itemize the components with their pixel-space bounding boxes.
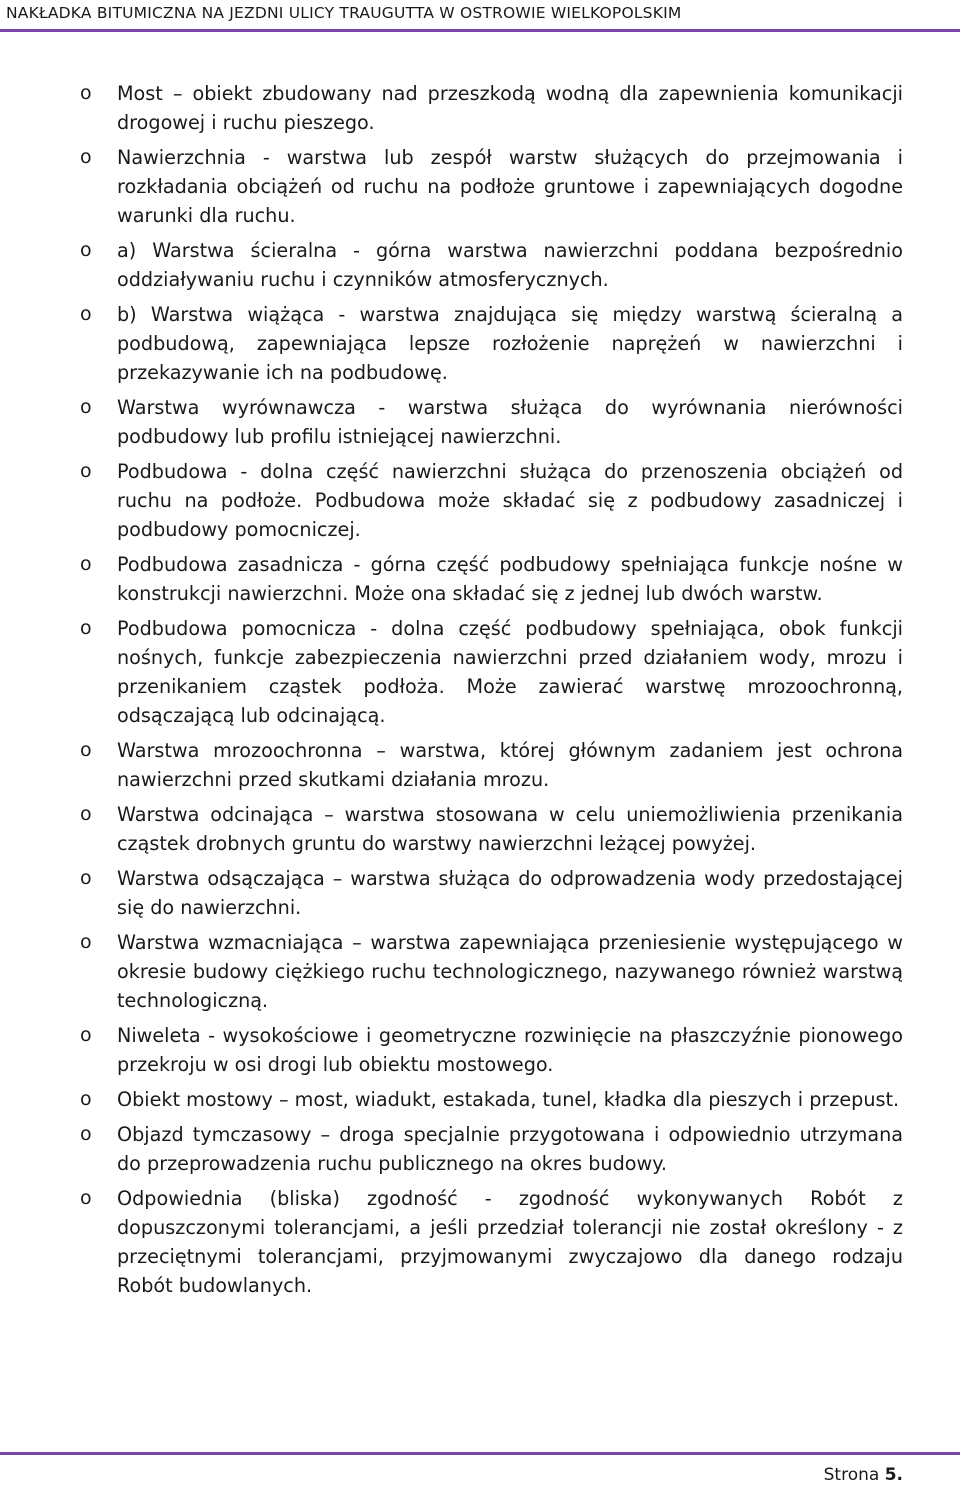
bullet-icon: o: [80, 82, 92, 104]
list-item: [0, 1085, 903, 1114]
list-item-text: Warstwa wyrównawcza - warstwa służąca do wyrównania nierówności podbudowy lub profilu istniejącej nawierzchni.: [117, 396, 903, 448]
page-header: [0, 0, 960, 30]
page-label: Strona: [823, 1465, 880, 1485]
list-item: [0, 864, 903, 922]
list-item: [0, 1120, 903, 1178]
bullet-icon: o: [80, 460, 92, 482]
bullet-icon: o: [80, 867, 92, 889]
list-item: [0, 1021, 903, 1079]
list-item-text: Warstwa mrozoochronna – warstwa, której głównym zadaniem jest ochrona nawierzchni przed skutkami działania mrozu.: [117, 739, 903, 791]
bullet-icon: o: [80, 1123, 92, 1145]
bullet-icon: o: [80, 146, 92, 168]
bullet-icon: o: [80, 1024, 92, 1046]
list-item-text: b) Warstwa wiążąca - warstwa znajdująca się między warstwą ścieralną a podbudową, zapewniająca lepsze rozłożenie naprężeń w nawierzchni i przekazywanie ich na podbudowę.: [117, 303, 903, 384]
bullet-icon: o: [80, 1088, 92, 1110]
list-item-text: Objazd tymczasowy – droga specjalnie przygotowana i odpowiednio utrzymana do przeprowadzenia ruchu publicznego na okres budowy.: [117, 1123, 903, 1175]
list-item-text: Podbudowa pomocnicza - dolna część podbudowy spełniająca, obok funkcji nośnych, funkcje zabezpieczenia nawierzchni przed działaniem wody, mrozu i przenikaniem cząstek podłoża. Może zawierać warstwę mrozoochronną, odsączającą lub odcinającą.: [117, 617, 903, 727]
list-item-text: Nawierzchnia - warstwa lub zespół warstw służących do przejmowania i rozkładania obciążeń od ruchu na podłoże gruntowe i zapewniających dogodne warunki dla ruchu.: [117, 146, 903, 227]
list-item: [0, 614, 903, 730]
bullet-icon: o: [80, 617, 92, 639]
bullet-icon: o: [80, 303, 92, 325]
list-item: [0, 79, 903, 137]
list-item-text: a) Warstwa ścieralna - górna warstwa nawierzchni poddana bezpośrednio oddziaływaniu ruchu i czynników atmosferycznych.: [117, 239, 903, 291]
list-item-text: Warstwa odcinająca – warstwa stosowana w celu uniemożliwienia przenikania cząstek drobnych gruntu do warstwy nawierzchni leżącej powyżej.: [117, 803, 903, 855]
list-item: [0, 457, 903, 544]
bullet-icon: o: [80, 803, 92, 825]
list-item-text: Warstwa odsączająca – warstwa służąca do odprowadzenia wody przedostającej się do nawierzchni.: [117, 867, 903, 919]
list-item-text: Odpowiednia (bliska) zgodność - zgodność wykonywanych Robót z dopuszczonymi tolerancjami, a jeśli przedział tolerancji nie został określony - z przeciętnymi tolerancjami, przyjmowanymi zwyczajowo dla danego rodzaju Robót budowlanych.: [117, 1187, 903, 1297]
bullet-icon: o: [80, 1187, 92, 1209]
list-item: [0, 300, 903, 387]
list-item-text: Podbudowa - dolna część nawierzchni służąca do przenoszenia obciążeń od ruchu na podłoże. Podbudowa może składać się z podbudowy zasadniczej i podbudowy pomocniczej.: [117, 460, 903, 541]
list-item: [0, 393, 903, 451]
list-item-text: Podbudowa zasadnicza - górna część podbudowy spełniająca funkcje nośne w konstrukcji nawierzchni. Może ona składać się z jednej lub dwóch warstw.: [117, 553, 903, 605]
list-item: [0, 736, 903, 794]
list-item: [0, 800, 903, 858]
list-item: [0, 236, 903, 294]
bullet-icon: o: [80, 239, 92, 261]
bullet-icon: o: [80, 931, 92, 953]
list-item: [0, 928, 903, 1015]
list-item: [0, 143, 903, 230]
list-item-text: Niweleta - wysokościowe i geometryczne rozwinięcie na płaszczyźnie pionowego przekroju w osi drogi lub obiektu mostowego.: [117, 1024, 903, 1076]
page-number: 5.: [884, 1465, 903, 1485]
bullet-icon: o: [80, 553, 92, 575]
list-item-text: Obiekt mostowy – most, wiadukt, estakada, tunel, kładka dla pieszych i przepust.: [117, 1088, 900, 1111]
header-divider: [0, 29, 960, 32]
list-item: [0, 550, 903, 608]
bullet-icon: o: [80, 396, 92, 418]
list-item-text: Most – obiekt zbudowany nad przeszkodą wodną dla zapewnienia komunikacji drogowej i ruchu pieszego.: [117, 82, 903, 134]
definitions-list: [0, 79, 960, 1306]
list-item-text: Warstwa wzmacniająca – warstwa zapewniająca przeniesienie występującego w okresie budowy ciężkiego ruchu technologicznego, nazywanego również warstwą technologiczną.: [117, 931, 903, 1012]
document-title: NAKŁADKA BITUMICZNA NA JEZDNI ULICY TRAUGUTTA W OSTROWIE WIELKOPOLSKIM: [6, 4, 682, 22]
footer-divider: [0, 1452, 960, 1455]
page-footer: [824, 1465, 903, 1485]
list-item: [0, 1184, 903, 1300]
bullet-icon: o: [80, 739, 92, 761]
